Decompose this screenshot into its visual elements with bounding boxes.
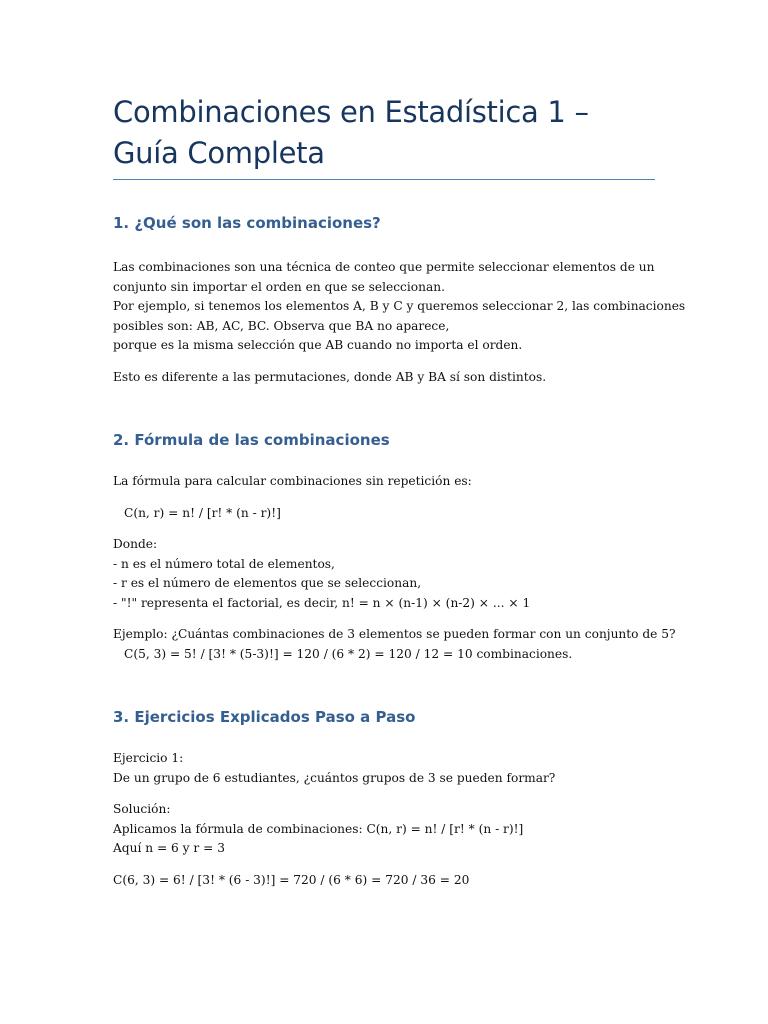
document-title: Combinaciones en Estadística 1 – Guía Completa [113,95,589,170]
paragraph-line: porque es la misma selección que AB cuando no importa el orden. [113,338,523,352]
title-divider [113,179,655,180]
section-3-body [113,749,655,890]
list-item: - "!" representa el factorial, es decir, n! = n × (n-1) × (n-2) × ... × 1 [113,595,531,610]
paragraph-line: La fórmula para calcular combinaciones sin repetición es: [113,474,472,488]
document-page [113,92,686,890]
section-heading-que-son: 1. ¿Qué son las combinaciones? [113,214,381,232]
paragraph-line: Ejercicio 1: [113,751,184,765]
paragraph-line: Ejemplo: ¿Cuántas combinaciones de 3 elementos se pueden formar con un conjunto de 5? [113,627,676,641]
paragraph-line: conjunto sin importar el orden en que se seleccionan. [113,279,445,294]
section-1-body [113,258,686,387]
section-heading-ejercicios: 3. Ejercicios Explicados Paso a Paso [113,708,416,726]
paragraph-line: Solución: [113,802,171,816]
section-heading-formula: 2. Fórmula de las combinaciones [113,431,390,449]
formula-line: C(6, 3) = 6! / [3! * (6 - 3)!] = 720 / (6 * 6) = 720 / 36 = 20 [113,872,470,887]
paragraph-line: Aquí n = 6 y r = 3 [113,841,225,855]
paragraph-line: Las combinaciones son una técnica de conteo que permite seleccionar elementos de un [113,260,655,274]
paragraph-line: posibles son: AB, AC, BC. Observa que BA no aparece, [113,318,450,333]
formula-line: C(5, 3) = 5! / [3! * (5-3)!] = 120 / (6 * 2) = 120 / 12 = 10 combinaciones. [124,646,573,661]
list-item: - n es el número total de elementos, [113,556,335,571]
paragraph-line: Esto es diferente a las permutaciones, donde AB y BA sí son distintos. [113,369,547,384]
formula-line: C(n, r) = n! / [r! * (n - r)!] [124,505,281,520]
paragraph-line: De un grupo de 6 estudiantes, ¿cuántos grupos de 3 se pueden formar? [113,770,556,785]
section-2-body [113,472,676,664]
paragraph-line: Aplicamos la fórmula de combinaciones: C(n, r) = n! / [r! * (n - r)!] [113,821,524,836]
paragraph-line: Por ejemplo, si tenemos los elementos A, B y C y queremos seleccionar 2, las combinaciones [113,299,686,313]
paragraph-line: Donde: [113,537,158,551]
list-item: - r es el número de elementos que se seleccionan, [113,576,422,590]
